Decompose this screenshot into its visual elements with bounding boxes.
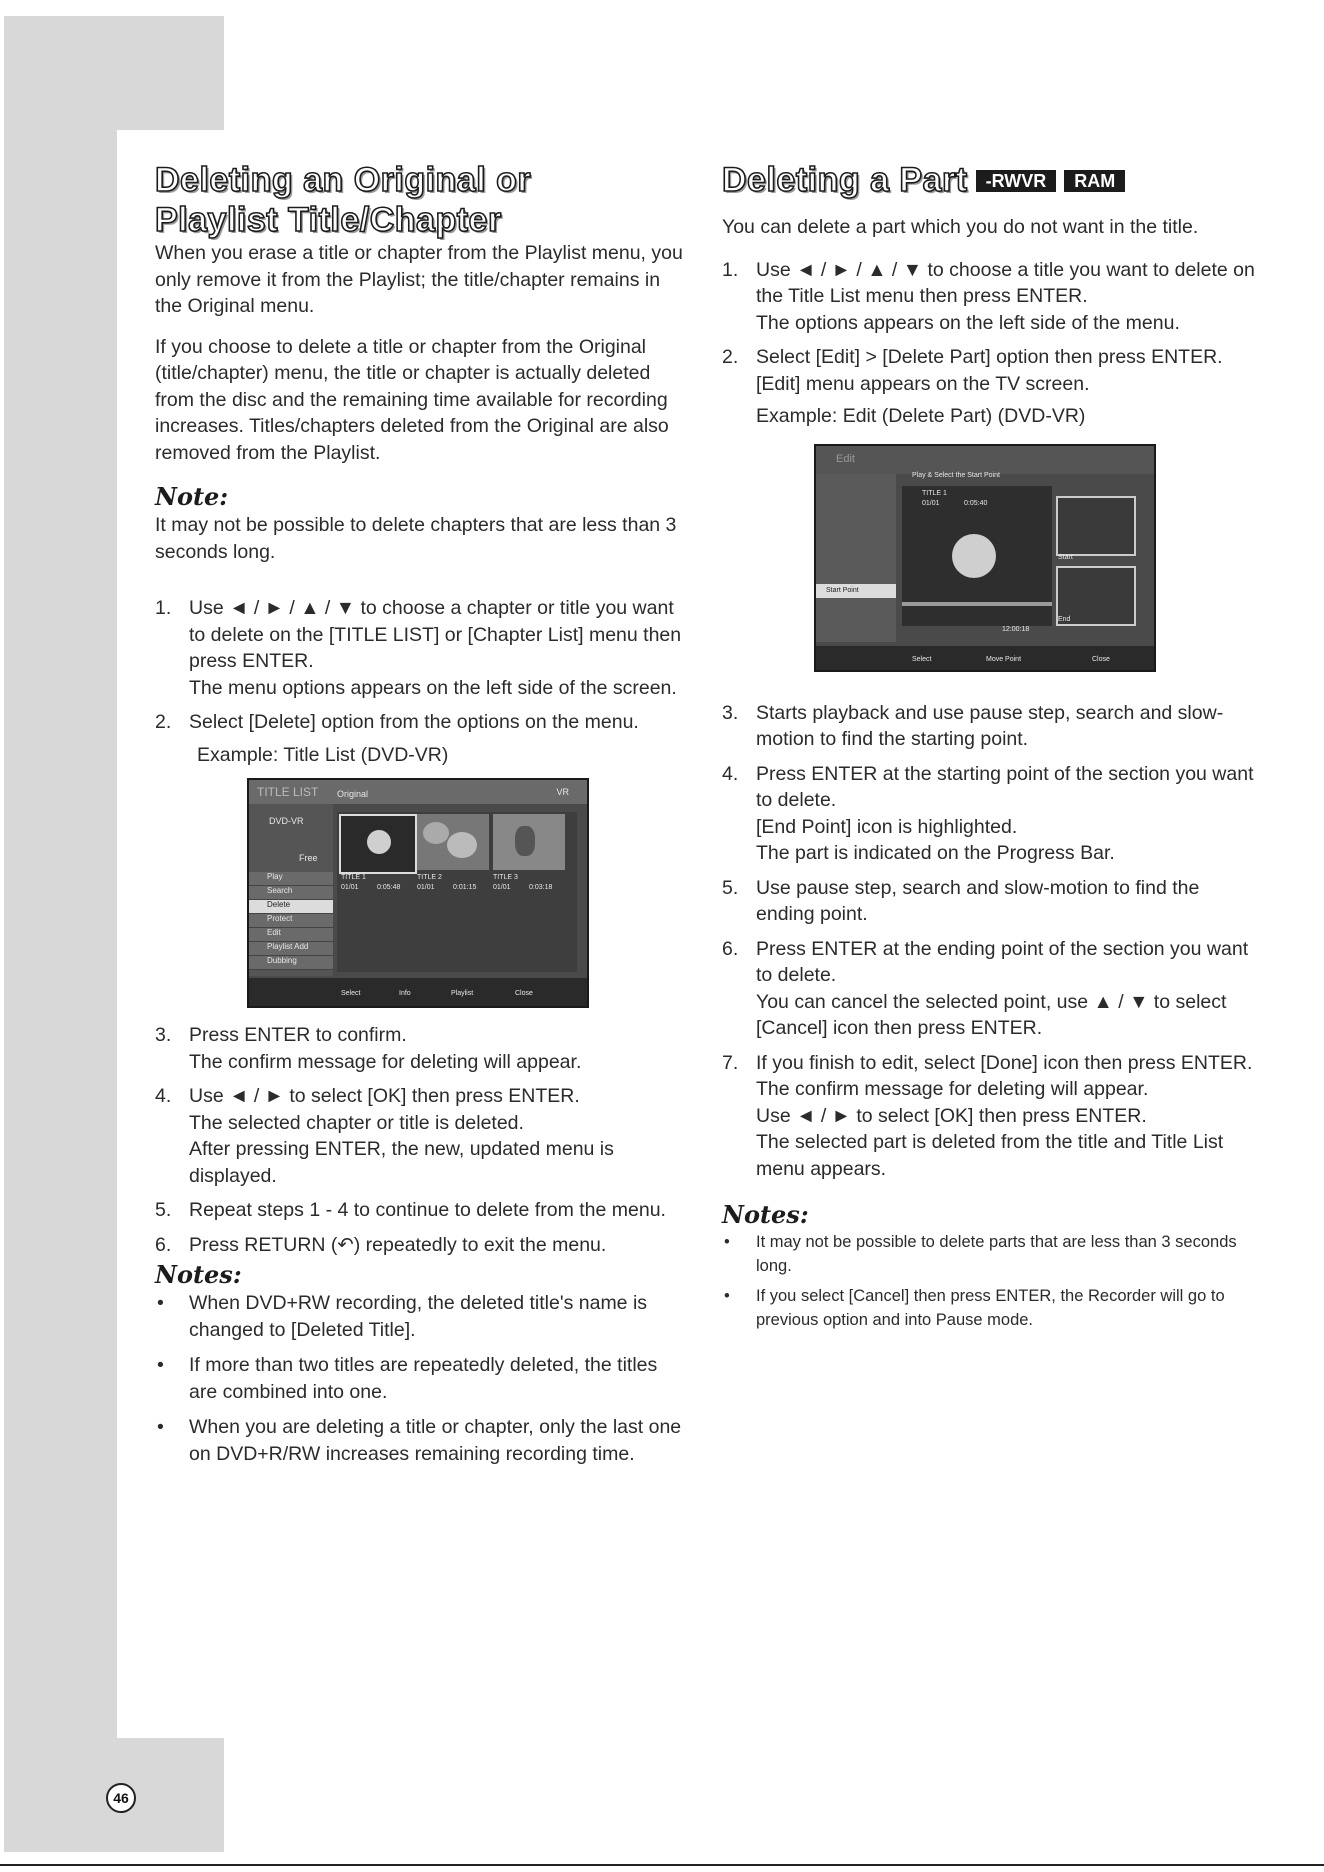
list-item: • If more than two titles are repeatedly deleted, the titles are combined into one. bbox=[155, 1352, 690, 1405]
menu-option-playlist-add[interactable]: Playlist Add bbox=[249, 942, 333, 956]
steps-list bbox=[155, 595, 690, 736]
screen-header-sub: Original bbox=[337, 789, 369, 799]
list-item: 3. Starts playback and use pause step, search and slow-motion to find the starting point. bbox=[722, 701, 1224, 750]
title-list-screenshot: TITLE LIST Original VR DVD-VR Free Play Search Delete Protect Edit Playlist Add Dubbing TITLE 1 01/01 0:05:48 TITLE 2 01/01 0:01:15 TITLE 3 01/01 0:03:18 Select Info Playlist Close bbox=[247, 778, 589, 1008]
screen-header-right: VR bbox=[556, 787, 569, 797]
screen-header-title: Edit bbox=[836, 452, 855, 465]
left-column bbox=[155, 160, 690, 1476]
section-title-right bbox=[722, 160, 1262, 200]
start-point-option[interactable]: Start Point bbox=[816, 584, 896, 598]
screen-sidebar bbox=[816, 474, 896, 642]
screen-options-menu bbox=[249, 872, 333, 976]
list-item: • When DVD+RW recording, the deleted title's name is changed to [Deleted Title]. bbox=[155, 1290, 690, 1343]
screen-footer bbox=[249, 978, 587, 1006]
bottom-rule bbox=[0, 1864, 1324, 1866]
menu-option-edit[interactable]: Edit bbox=[249, 928, 333, 942]
list-item: 3. Press ENTER to confirm. The confirm message for deleting will appear. bbox=[155, 1024, 582, 1073]
menu-option-dubbing[interactable]: Dubbing bbox=[249, 956, 333, 970]
title-line-2: Playlist Title/Chapter bbox=[155, 201, 502, 239]
intro-paragraph: You can delete a part which you do not want in the title. bbox=[722, 216, 1199, 238]
list-item: 5. Repeat steps 1 - 4 to continue to delete from the menu. bbox=[155, 1199, 666, 1221]
video-preview bbox=[902, 486, 1052, 626]
edit-screenshot: Edit Play & Select the Start Point Start Point TITLE 1 01/01 0:05:40 12:00:18 Start End Select Move Point Close bbox=[814, 444, 1156, 672]
title-text: Deleting a Part bbox=[722, 161, 968, 199]
badge-rwvr: -RWVR bbox=[976, 170, 1057, 192]
page-tab-top bbox=[4, 16, 224, 130]
screen-header bbox=[816, 446, 1154, 474]
list-item: • If you select [Cancel] then press ENTER, the Recorder will go to previous option and into Pause mode. bbox=[722, 1284, 1262, 1332]
ball-image-icon bbox=[952, 534, 996, 578]
list-item: 4. Use ◄ / ► to select [OK] then press ENTER. The selected chapter or title is deleted. After pressing ENTER, the new, updated menu is displayed. bbox=[155, 1085, 614, 1187]
notes-heading: Notes: bbox=[155, 1260, 242, 1289]
thumbnail-title-3[interactable] bbox=[493, 814, 565, 870]
intro-paragraph-2: If you choose to delete a title or chapter from the Original (title/chapter) menu, the title or chapter is actually deleted from the disc and the remaining time available for recording increases. Titles/chapters deleted from the Original are also removed from the Playlist. bbox=[155, 335, 669, 464]
list-item: 2. Select [Edit] > [Delete Part] option then press ENTER. [Edit] menu appears on the TV screen. bbox=[722, 346, 1223, 395]
example-caption: Example: Edit (Delete Part) (DVD-VR) bbox=[756, 405, 1086, 427]
menu-option-protect[interactable]: Protect bbox=[249, 914, 333, 928]
note-text: It may not be possible to delete chapters that are less than 3 seconds long. bbox=[155, 514, 677, 563]
list-item: 4. Press ENTER at the starting point of the section you want to delete. [End Point] icon is highlighted. The part is indicated on the Progress Bar. bbox=[722, 762, 1254, 864]
ball-image-icon bbox=[367, 830, 391, 854]
free-label: Free bbox=[299, 853, 318, 863]
list-item: 1. Use ◄ / ► / ▲ / ▼ to choose a title you want to delete on the Title List menu then press ENTER. The options appears on the left side of the menu. bbox=[722, 258, 1255, 334]
steps-list-continued bbox=[155, 1022, 690, 1258]
thumbnail-title-1[interactable] bbox=[339, 814, 417, 874]
steps-list-continued bbox=[722, 700, 1262, 1183]
thumbnail-title-2[interactable] bbox=[417, 814, 489, 870]
disc-label: DVD-VR bbox=[269, 816, 304, 826]
title-line-1: Deleting an Original or bbox=[155, 161, 532, 199]
list-item: • It may not be possible to delete parts that are less than 3 seconds long. bbox=[722, 1230, 1262, 1278]
screen-header-title: TITLE LIST bbox=[257, 785, 319, 799]
notes-list bbox=[722, 1230, 1262, 1332]
list-item: 5. Use pause step, search and slow-motion to find the ending point. bbox=[722, 876, 1200, 925]
list-item: 1. Use ◄ / ► / ▲ / ▼ to choose a chapter or title you want to delete on the [TITLE LIST] or [Chapter List] menu then press ENTER. The menu options appears on the left side of the screen. bbox=[155, 597, 682, 699]
list-item: 6. Press RETURN (↶) repeatedly to exit the menu. bbox=[155, 1233, 607, 1256]
list-item: 6. Press ENTER at the ending point of the section you want to delete. You can cancel the selected point, use ▲ / ▼ to select [Cancel] icon then press ENTER. bbox=[722, 937, 1249, 1039]
page-number: 46 bbox=[106, 1783, 136, 1813]
notes-list bbox=[155, 1290, 690, 1467]
note-heading: Note: bbox=[155, 482, 229, 511]
right-column bbox=[722, 160, 1262, 1338]
time-counter: 12:00:18 bbox=[1002, 625, 1030, 633]
menu-option-delete[interactable]: Delete bbox=[249, 900, 333, 914]
list-item: • When you are deleting a title or chapter, only the last one on DVD+R/RW increases remaining recording time. bbox=[155, 1414, 690, 1467]
screen-prompt: Play & Select the Start Point bbox=[912, 471, 1000, 479]
example-caption: Example: Title List (DVD-VR) bbox=[197, 743, 449, 766]
progress-bar bbox=[902, 602, 1052, 606]
steps-list bbox=[722, 257, 1262, 398]
intro-paragraph-1: When you erase a title or chapter from the Playlist menu, you only remove it from the Playlist; the title/chapter remains in the Original menu. bbox=[155, 242, 683, 317]
list-item: 7. If you finish to edit, select [Done] icon then press ENTER. The confirm message for deleting will appear. Use ◄ / ► to select [OK] then press ENTER. The selected part is deleted from the title and Title List menu appears. bbox=[722, 1051, 1253, 1180]
section-title-left bbox=[155, 160, 690, 240]
page-margin-strip bbox=[4, 16, 117, 1852]
menu-option-search[interactable]: Search bbox=[249, 886, 333, 900]
list-item: 2. Select [Delete] option from the options on the menu. bbox=[155, 711, 639, 733]
start-frame[interactable] bbox=[1056, 496, 1136, 556]
menu-option-play[interactable]: Play bbox=[249, 872, 333, 886]
notes-heading: Notes: bbox=[722, 1200, 809, 1229]
badge-ram: RAM bbox=[1064, 170, 1125, 192]
